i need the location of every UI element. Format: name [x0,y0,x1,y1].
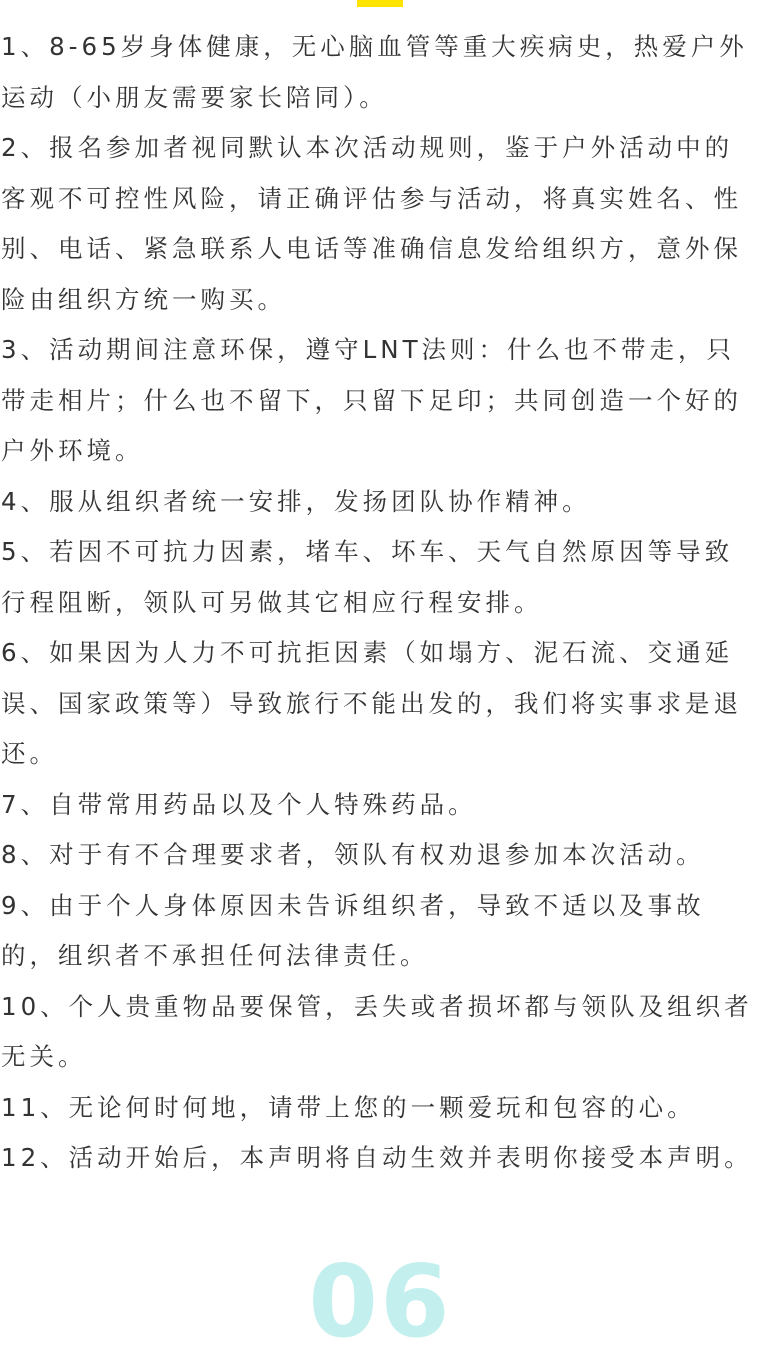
rule-item: 7、自带常用药品以及个人特殊药品。 [1,789,477,819]
rule-item: 11、无论何时何地，请带上您的一颗爱玩和包容的心。 [1,1092,696,1122]
rule-item: 4、服从组织者统一安排，发扬团队协作精神。 [1,486,591,516]
top-accent-bar [357,0,403,7]
rule-item: 8、对于有不合理要求者，领队有权劝退参加本次活动。 [1,840,705,869]
rule-item: 1、8-65岁身体健康，无心脑血管等重大疾病史，热爱户外运动（小朋友需要家长陪同）。 [1,32,748,112]
rule-item: 5、若因不可抗力因素，堵车、坏车、天气自然原因等导致行程阻断，领队可另做其它相应行程安排。 [1,537,734,617]
rules-list [0,22,760,1184]
rule-item: 9、由于个人身体原因未告诉组织者，导致不适以及事故的，组织者不承担任何法律责任。 [1,890,705,970]
rule-item: 3、活动期间注意环保，遵守LNT法则：什么也不带走，只带走相片；什么也不留下，只留下足印；共同创造一个好的户外环境。 [1,335,742,465]
rule-item: 12、活动开始后，本声明将自动生效并表明你接受本声明。 [1,1143,753,1172]
section-number: 06 [308,1243,452,1360]
rule-item: 10、个人贵重物品要保管，丢失或者损坏都与领队及组织者无关。 [1,991,753,1071]
rule-item: 6、如果因为人力不可抗拒因素（如塌方、泥石流、交通延误、国家政策等）导致旅行不能出发的，我们将实事求是退还。 [1,638,742,768]
rule-item: 2、报名参加者视同默认本次活动规则，鉴于户外活动中的客观不可控性风险，请正确评估参与活动，将真实姓名、性别、电话、紧急联系人电话等准确信息发给组织方，意外保险由组织方统一购买。 [1,133,742,314]
